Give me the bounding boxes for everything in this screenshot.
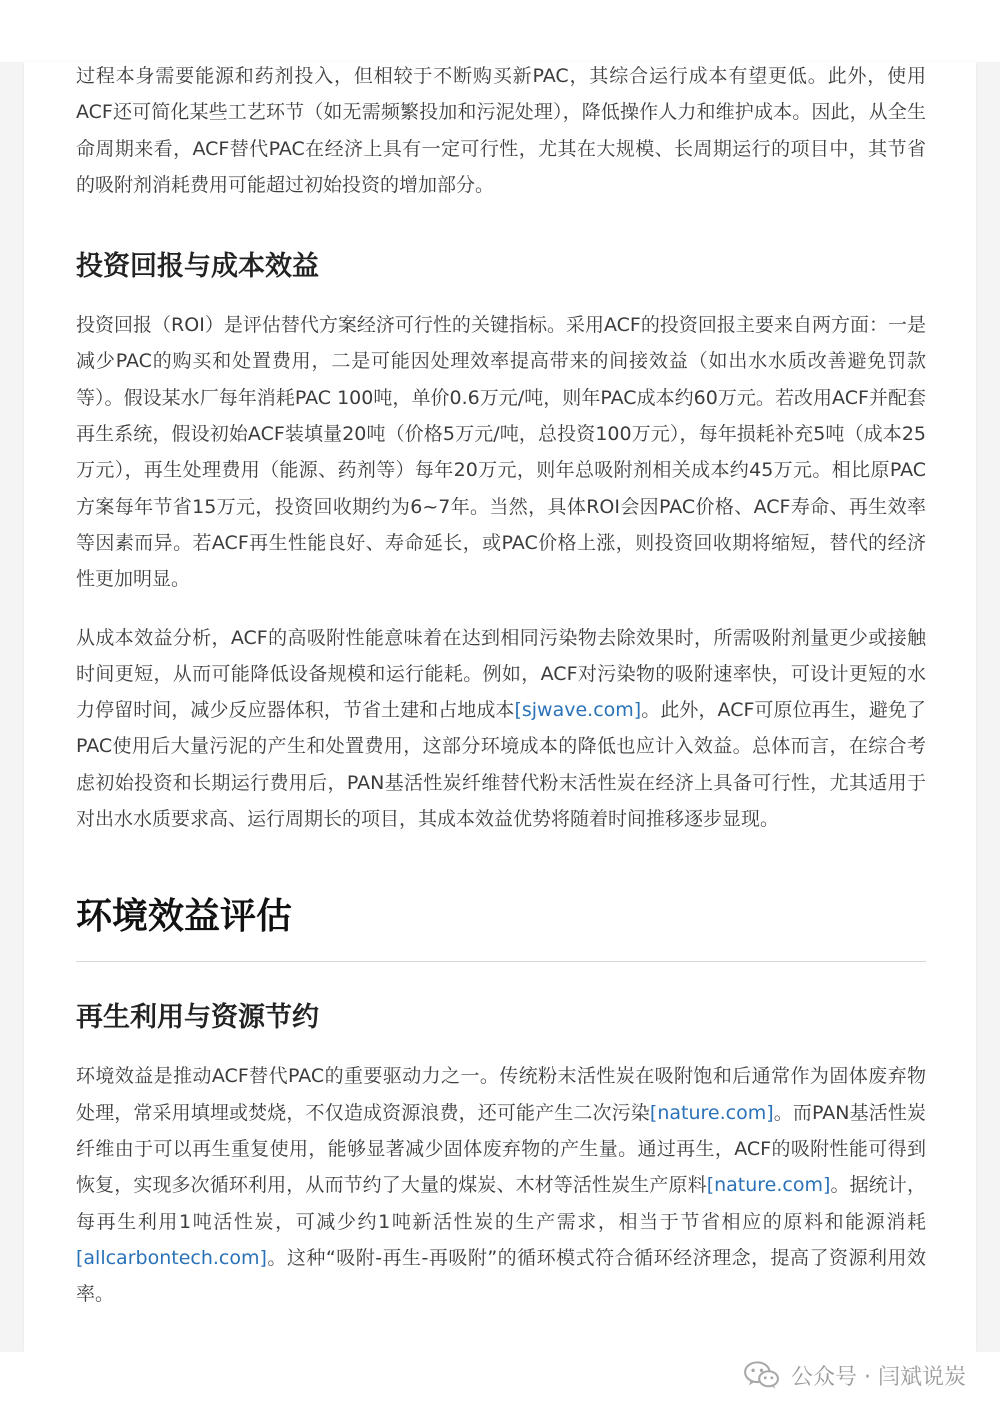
text-segment: 从成本效益分析，ACF的高吸附性能意味着在达到相同污染物去除效果时，所需吸附剂量更少或接触时间更短，从而可能降低设备规模和运行能耗。例如，ACF对污染物的吸附速率快，可设计更短的水力停留时间，减少反应器体积，节省土建和占地成本 xyxy=(76,626,926,722)
reference-link-nature-2[interactable]: [nature.com] xyxy=(706,1174,831,1197)
article-content xyxy=(76,58,926,1312)
paragraph-regeneration xyxy=(76,1058,926,1312)
text-segment: 环境效益是推动ACF替代PAC的重要驱动力之一。传统粉末活性炭在吸附饱和后通常作为固体废弃物处理，常采用填埋或焚烧，不仅造成资源浪费，还可能产生二次污染 xyxy=(76,1065,926,1124)
paragraph-cost-lifecycle: 过程本身需要能源和药剂投入，但相较于不断购买新PAC，其综合运行成本有望更低。此外，使用ACF还可简化某些工艺环节（如无需频繁投加和污泥处理），降低操作人力和维护成本。因此，从全生命周期来看，ACF替代PAC在经济上具有一定可行性，尤其在大规模、长周期运行的项目中，其节省的吸附剂消耗费用可能超过初始投资的增加部分。 xyxy=(76,65,926,196)
text-segment: 。而PAN基活性炭纤维由于可以再生重复使用，能够显著减少固体废弃物的产生量。通过再生，ACF的吸附性能可得到恢复，实现多次循环利用，从而节约了大量的煤炭、木材等活性炭生产原料 xyxy=(76,1101,926,1197)
heading-regeneration: 再生利用与资源节约 xyxy=(76,1002,319,1034)
top-band xyxy=(0,0,1000,62)
paragraph-cost-benefit xyxy=(76,620,926,838)
wechat-icon xyxy=(743,1360,781,1390)
heading-roi: 投资回报与成本效益 xyxy=(76,251,319,283)
section-divider xyxy=(76,961,926,962)
reference-link-sjwave[interactable]: [sjwave.com] xyxy=(514,699,642,722)
reference-link-nature-1[interactable]: [nature.com] xyxy=(649,1101,774,1124)
text-segment: 。此外，ACF可原位再生，避免了PAC使用后大量污泥的产生和处置费用，这部分环境成本的降低也应计入效益。总体而言，在综合考虑初始投资和长期运行费用后，PAN基活性炭纤维替代粉末活性炭在经济上具备可行性，尤其适用于对出水水质要求高、运行周期长的项目，其成本效益优势将随着时间推移逐步显现。 xyxy=(76,699,926,831)
watermark xyxy=(743,1357,966,1393)
paragraph-roi: 投资回报（ROI）是评估替代方案经济可行性的关键指标。采用ACF的投资回报主要来自两方面：一是减少PAC的购买和处置费用，二是可能因处理效率提高带来的间接效益（如出水水质改善避免罚款等）。假设某水厂每年消耗PAC 100吨，单价0.6万元/吨，则年PAC成本约60万元。若改用ACF并配套再生系统，假设初始ACF装填量20吨（价格5万元/吨，总投资100万元），每年损耗补充5吨（成本25万元），再生处理费用（能源、药剂等）每年20万元，则年总吸附剂相关成本约45万元。相比原PAC方案每年节省15万元，投资回收期约为6~7年。当然，具体ROI会因PAC价格、ACF寿命、再生效率等因素而异。若ACF再生性能良好、寿命延长，或PAC价格上涨，则投资回收期将缩短，替代的经济性更加明显。 xyxy=(76,314,926,591)
heading-environmental-benefits: 环境效益评估 xyxy=(76,896,293,938)
text-segment: 。这种“吸附-再生-再吸附”的循环模式符合循环经济理念，提高了资源利用效率。 xyxy=(76,1246,926,1306)
reference-link-allcarbontech[interactable]: [allcarbontech.com] xyxy=(76,1246,267,1269)
watermark-label: 公众号 · 闫斌说炭 xyxy=(791,1364,966,1390)
text-segment: 。据统计，每再生利用1吨活性炭，可减少约1吨新活性炭的生产需求，相当于节省相应的原料和能源消耗 xyxy=(76,1174,926,1233)
